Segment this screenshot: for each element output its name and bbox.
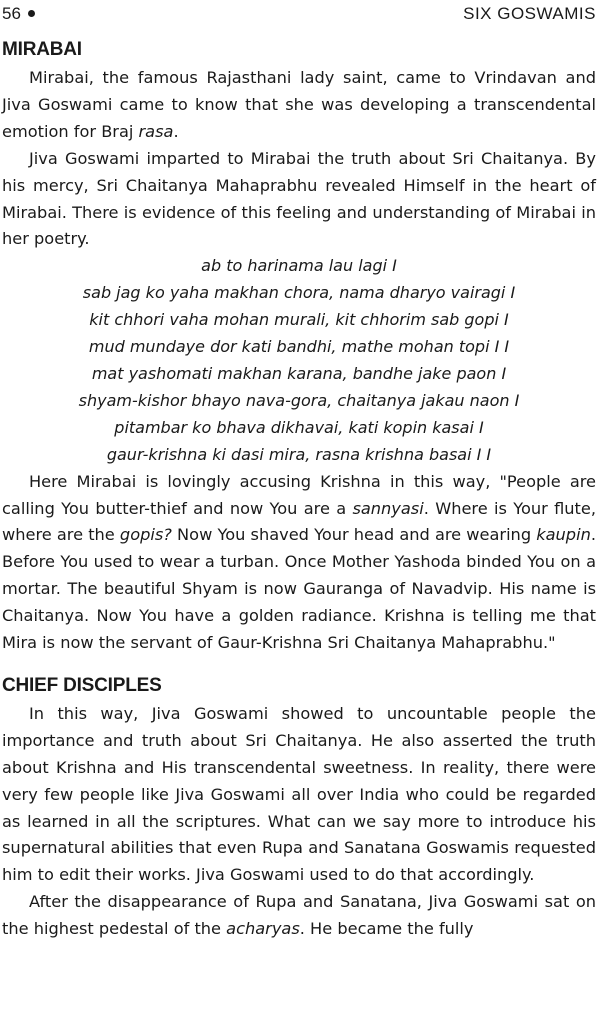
running-title: SIX GOSWAMIS	[463, 4, 596, 23]
verse-line: ab to harinama lau lagi I	[201, 256, 397, 276]
paragraph-disciples-importance: In this way, Jiva Goswami showed to uncountable people the importance and truth about Sri Chaitanya. He also asserted the truth about Krishna and His transcendental sweetness. In reality, there were very few people like Jiva Goswami all over India who could be regarded as learned in all the scriptures. What can we say more to introduce his supernatural abilities that even Rupa and Sanatana Goswamis requested him to edit their works. Jiva Goswami used to do that accordingly.	[2, 703, 596, 885]
verse-line: shyam-kishor bhayo nava-gora, chaitanya jakau naon I	[78, 390, 520, 410]
page-header	[2, 2, 596, 26]
verse-line: kit chhori vaha mohan murali, kit chhorim sab gopi I	[89, 310, 509, 330]
paragraph-mirabai-intro: Mirabai, the famous Rajasthani lady saint, came to Vrindavan and Jiva Goswami came to know that she was developing a transcendental emotion for Braj rasa.	[2, 68, 596, 141]
verse-line: mat yashomati makhan karana, bandhe jake paon I	[91, 363, 507, 383]
section-spacer	[2, 657, 596, 671]
section-heading-mirabai: MIRABAI	[2, 39, 82, 60]
page-content	[2, 35, 596, 943]
bullet-dot-icon	[28, 10, 35, 17]
page-number: 56	[2, 2, 35, 26]
paragraph-disciples-acharyas: After the disappearance of Rupa and Sanatana, Jiva Goswami sat on the highest pedestal of the acharyas. He became the fully	[2, 892, 596, 939]
verse-line: pitambar ko bhava dikhavai, kati kopin kasai I	[114, 417, 484, 437]
poem-verse	[2, 253, 596, 468]
verse-line: sab jag ko yaha makhan chora, nama dharyo vairagi I	[82, 283, 516, 303]
paragraph-mirabai-accusing: Here Mirabai is lovingly accusing Krishna in this way, "People are calling You butter-thief and now You are a sannyasi. Where is Your flute, where are the gopis? Now You shaved Your head and are wearing kaupin. Before You used to wear a turban. Once Mother Yashoda binded You on a mortar. The beautiful Shyam is now Gauranga of Navadvip. His name is Chaitanya. Now You have a golden radiance. Krishna is telling me that Mira is now the servant of Gaur-Krishna Sri Chaitanya Mahaprabhu."	[2, 471, 596, 653]
verse-line: mud mundaye dor kati bandhi, mathe mohan topi I I	[88, 337, 510, 357]
section-heading-chief-disciples: CHIEF DISCIPLES	[2, 674, 162, 696]
paragraph-mirabai-truth: Jiva Goswami imparted to Mirabai the truth about Sri Chaitanya. By his mercy, Sri Chaitanya Mahaprabhu revealed Himself in the heart of Mirabai. There is evidence of this feeling and understanding of Mirabai in her poetry.	[2, 148, 596, 249]
verse-line: gaur-krishna ki dasi mira, rasna krishna basai I I	[106, 444, 492, 464]
